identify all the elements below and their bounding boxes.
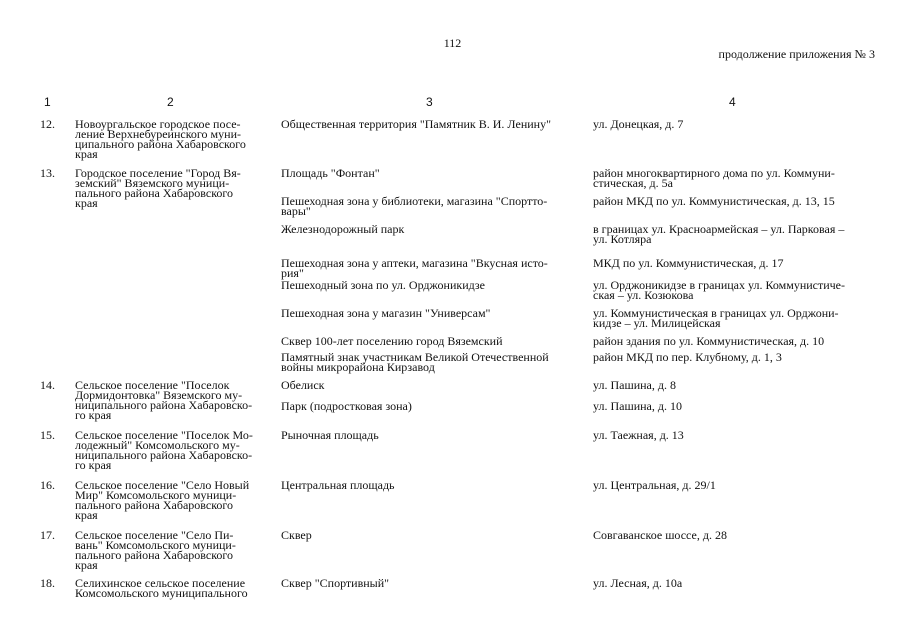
cell-line: ление Верхнебуреинского муни- xyxy=(75,127,241,141)
column-header-1: 1 xyxy=(44,95,51,109)
cell-line: ул. Пашина, д. 10 xyxy=(593,399,682,413)
object-name xyxy=(281,380,581,390)
object-name xyxy=(281,352,581,372)
object-address xyxy=(593,308,873,328)
cell-line: Пешеходная зона у магазин "Универсам" xyxy=(281,306,491,320)
cell-line: пального района Хабаровского xyxy=(75,498,234,512)
object-address xyxy=(593,258,873,268)
cell-line: ская – ул. Козюкова xyxy=(593,288,694,302)
object-address xyxy=(593,401,873,411)
object-address xyxy=(593,430,873,440)
row-number: 18. xyxy=(40,576,55,590)
cell-line: Комсомольского муниципального xyxy=(75,586,248,600)
cell-line: кидзе – ул. Милицейская xyxy=(593,316,721,330)
object-address xyxy=(593,224,873,244)
object-name xyxy=(281,401,581,411)
cell-line: ниципального района Хабаровско- xyxy=(75,398,253,412)
cell-line: Пешеходный зона по ул. Орджоникидзе xyxy=(281,278,485,292)
row-number: 14. xyxy=(40,378,55,392)
cell-line: район МКД по пер. Клубному, д. 1, 3 xyxy=(593,350,782,364)
municipality-name xyxy=(75,530,265,570)
cell-line: район многоквартирного дома по ул. Коммуни- xyxy=(593,166,835,180)
cell-line: ул. Центральная, д. 29/1 xyxy=(593,478,716,492)
row-number: 12. xyxy=(40,117,55,131)
cell-line: Рыночная площадь xyxy=(281,428,379,442)
cell-line: Пешеходная зона у библиотеки, магазина "Спортто- xyxy=(281,194,548,208)
cell-line: рия" xyxy=(281,266,304,280)
cell-line: лодежный" Комсомольского му- xyxy=(75,438,240,452)
cell-line: Сельское поселение "Село Пи- xyxy=(75,528,234,542)
cell-line: в границах ул. Красноармейская – ул. Парковая – xyxy=(593,222,845,236)
cell-line: ул. Донецкая, д. 7 xyxy=(593,117,684,131)
municipality-name xyxy=(75,168,265,208)
cell-line: Сквер xyxy=(281,528,312,542)
cell-line: Городское поселение "Город Вя- xyxy=(75,166,241,180)
row-number: 17. xyxy=(40,528,55,542)
municipality-name xyxy=(75,119,265,159)
object-name xyxy=(281,308,581,318)
cell-line: войны микрорайона Кирзавод xyxy=(281,360,435,374)
object-address xyxy=(593,578,873,588)
object-address xyxy=(593,352,873,362)
cell-line: ул. Котляра xyxy=(593,232,652,246)
object-name xyxy=(281,430,581,440)
object-address xyxy=(593,530,873,540)
cell-line: Обелиск xyxy=(281,378,325,392)
cell-line: ул. Пашина, д. 8 xyxy=(593,378,676,392)
object-name xyxy=(281,224,581,234)
object-name xyxy=(281,258,581,278)
object-name xyxy=(281,578,581,588)
cell-line: Пешеходная зона у аптеки, магазина "Вкусная исто- xyxy=(281,256,548,270)
column-header-3: 3 xyxy=(426,95,433,109)
cell-line: район здания по ул. Коммунистическая, д. 10 xyxy=(593,334,825,348)
cell-line: Новоургальское городское посе- xyxy=(75,117,241,131)
cell-line: Центральная площадь xyxy=(281,478,395,492)
municipality-name xyxy=(75,578,265,598)
cell-line: Совгаванское шоссе, д. 28 xyxy=(593,528,727,542)
municipality-name xyxy=(75,380,265,420)
cell-line: вань" Комсомольского муници- xyxy=(75,538,236,552)
cell-line: пального района Хабаровского xyxy=(75,548,234,562)
row-number: 13. xyxy=(40,166,55,180)
continuation-note: продолжение приложения № 3 xyxy=(718,47,875,61)
object-name xyxy=(281,480,581,490)
cell-line: Железнодорожный парк xyxy=(281,222,405,236)
cell-line: стическая, д. 5а xyxy=(593,176,673,190)
column-header-2: 2 xyxy=(167,95,174,109)
cell-line: МКД по ул. Коммунистическая, д. 17 xyxy=(593,256,784,270)
column-header-4: 4 xyxy=(729,95,736,109)
object-name xyxy=(281,196,581,216)
cell-line: ципального района Хабаровского xyxy=(75,137,246,151)
object-address xyxy=(593,280,873,300)
cell-line: Парк (подростковая зона) xyxy=(281,399,412,413)
cell-line: пального района Хабаровского xyxy=(75,186,234,200)
page-number: 112 xyxy=(443,36,462,50)
cell-line: Сквер "Спортивный" xyxy=(281,576,390,590)
cell-line: земский" Вяземского муници- xyxy=(75,176,230,190)
object-name xyxy=(281,280,581,290)
cell-line: Общественная территория "Памятник В. И. Ленину" xyxy=(281,117,551,131)
municipality-name xyxy=(75,430,265,470)
object-address xyxy=(593,196,873,206)
object-address xyxy=(593,168,873,188)
object-name xyxy=(281,168,581,178)
cell-line: ниципального района Хабаровско- xyxy=(75,448,253,462)
cell-line: ул. Лесная, д. 10а xyxy=(593,576,683,590)
object-name xyxy=(281,119,581,129)
cell-line: Площадь "Фонтан" xyxy=(281,166,380,180)
cell-line: Селихинское сельское поселение xyxy=(75,576,246,590)
cell-line: Сельское поселение "Село Новый xyxy=(75,478,250,492)
row-number: 16. xyxy=(40,478,55,492)
cell-line: края xyxy=(75,196,98,210)
cell-line: Дормидонтовка" Вяземского му- xyxy=(75,388,243,402)
cell-line: ул. Орджоникидзе в границах ул. Коммунистиче- xyxy=(593,278,846,292)
municipality-name xyxy=(75,480,265,520)
object-name xyxy=(281,336,581,346)
cell-line: го края xyxy=(75,408,112,422)
cell-line: Мир" Комсомольского муници- xyxy=(75,488,237,502)
row-number: 15. xyxy=(40,428,55,442)
cell-line: ул. Коммунистическая в границах ул. Орджони- xyxy=(593,306,839,320)
cell-line: Памятный знак участникам Великой Отечественной xyxy=(281,350,549,364)
object-address xyxy=(593,119,873,129)
cell-line: го края xyxy=(75,458,112,472)
cell-line: район МКД по ул. Коммунистическая, д. 13, 15 xyxy=(593,194,835,208)
cell-line: края xyxy=(75,508,98,522)
cell-line: вары" xyxy=(281,204,311,218)
object-address xyxy=(593,380,873,390)
cell-line: края xyxy=(75,558,98,572)
cell-line: Сельское поселение "Поселок xyxy=(75,378,230,392)
object-address xyxy=(593,480,873,490)
object-address xyxy=(593,336,873,346)
cell-line: Сельское поселение "Поселок Мо- xyxy=(75,428,253,442)
cell-line: ул. Таежная, д. 13 xyxy=(593,428,684,442)
cell-line: края xyxy=(75,147,98,161)
object-name xyxy=(281,530,581,540)
cell-line: Сквер 100-лет поселению город Вяземский xyxy=(281,334,503,348)
